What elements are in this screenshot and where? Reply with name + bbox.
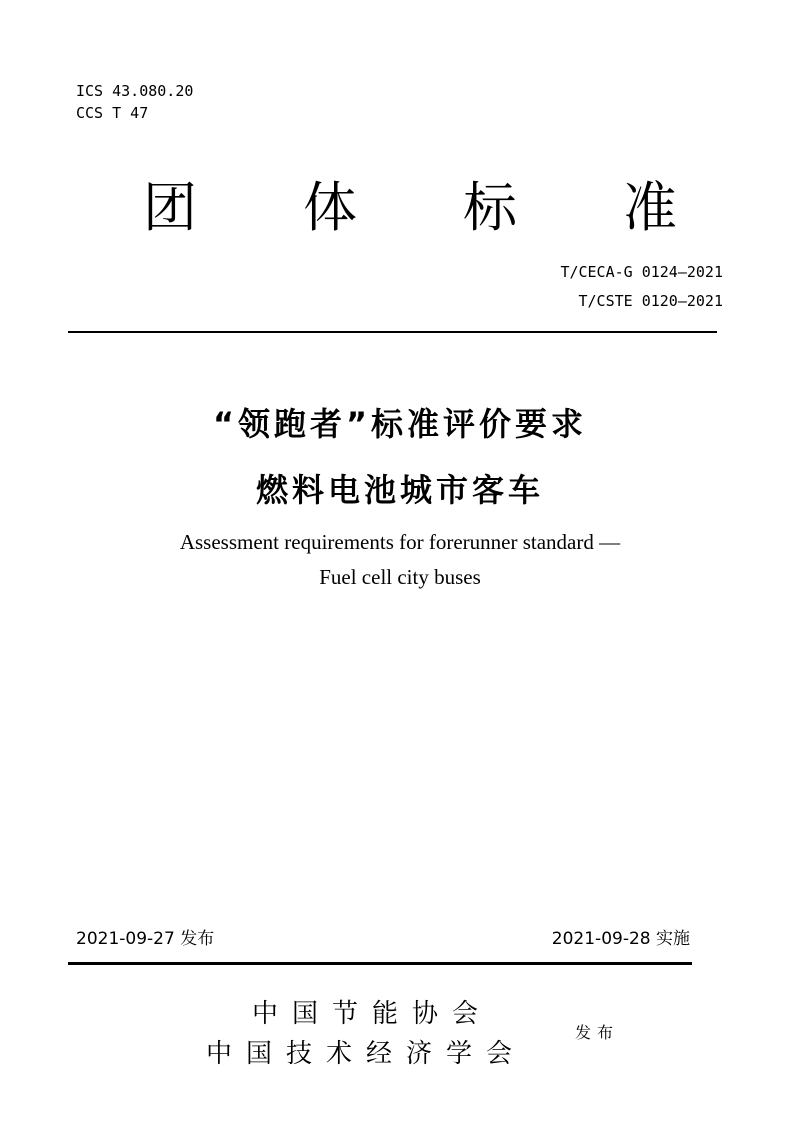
- title-en-line-1: Assessment requirements for forerunner standard —: [179, 530, 621, 554]
- standard-number-cste: T/CSTE 0120—2021: [578, 292, 723, 310]
- standard-number-ceca: T/CECA-G 0124—2021: [560, 263, 723, 281]
- doc-type-char-4: 准: [623, 176, 677, 239]
- doc-type-char-1: 团: [143, 176, 197, 239]
- classification-codes: [76, 80, 193, 124]
- release-label: 发布: [575, 1023, 620, 1042]
- title-zh-line-1: “领跑者”标准评价要求: [212, 405, 588, 443]
- standard-numbers: [560, 258, 723, 316]
- publish-date: 2021-09-27 发布: [76, 929, 215, 949]
- header-divider: [68, 331, 717, 333]
- title-zh-line-2: 燃料电池城市客车: [255, 471, 544, 509]
- publisher-2: 中国技术经济学会: [206, 1039, 527, 1069]
- publisher-1: 中国节能协会: [252, 999, 493, 1029]
- document-type-heading: [140, 176, 680, 240]
- footer-divider: [68, 962, 692, 965]
- doc-type-char-3: 标: [463, 176, 517, 239]
- doc-type-char-2: 体: [303, 176, 357, 239]
- ccs-code: CCS T 47: [76, 104, 149, 122]
- implement-date: 2021-09-28 实施: [551, 929, 690, 949]
- ics-code: ICS 43.080.20: [76, 82, 194, 100]
- title-en-line-2: Fuel cell city buses: [319, 565, 481, 589]
